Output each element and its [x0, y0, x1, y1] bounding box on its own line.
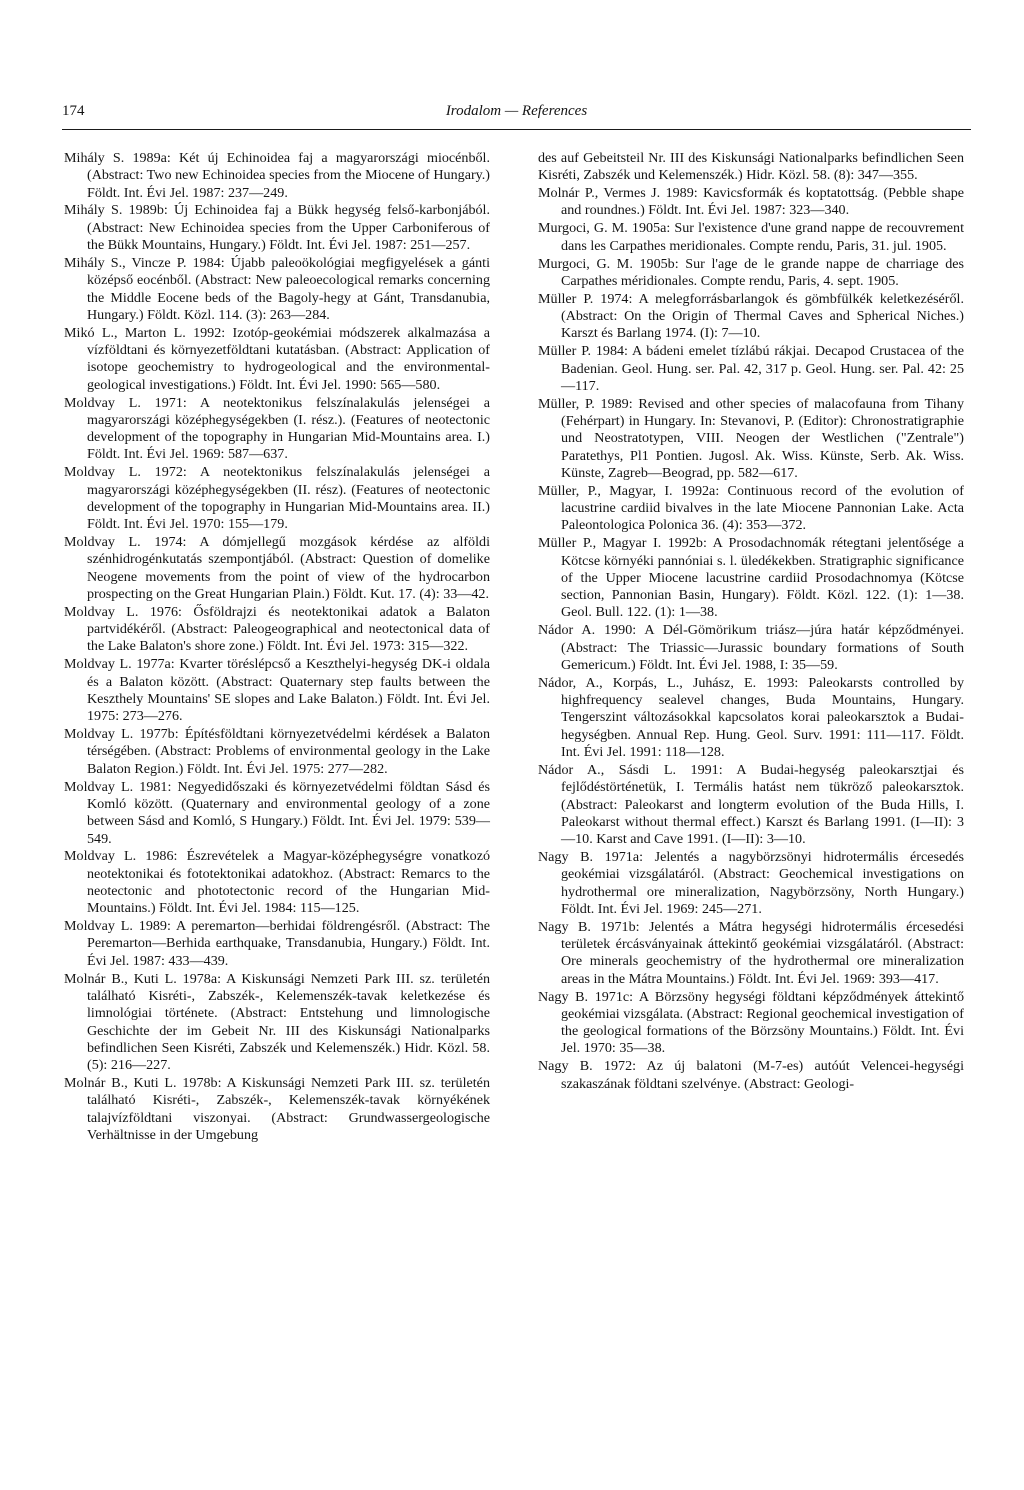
header-rule — [62, 129, 971, 130]
reference-entry: Molnár B., Kuti L. 1978b: A Kiskunsági Nemzeti Park III. sz. területén található Kisréti-, Zabszék-, Kelemenszék-tavak környékének talajvízföldtani viszonyai. (Abstract: Grundwassergeologische Verhältnisse in der Umgebung — [64, 1075, 490, 1143]
reference-entry: Molnár B., Kuti L. 1978a: A Kiskunsági Nemzeti Park III. sz. területén található Kisréti-, Zabszék-, Kelemenszék-tavak keletkezése és limnológiai története. (Abstract: Entstehung und limnologische Geschichte der im Gebeit Nr. III des Kiskunsági Nationalparks befindlichen Seen Kisréti, Zabszék und Kelemenszék.) Hidr. Közl. 58. (5): 216—227. — [64, 970, 490, 1074]
reference-entry: Mihály S. 1989a: Két új Echinoidea faj a magyarországi miocénből. (Abstract: Two new Echinoidea species from the Miocene of Hungary.) Földt. Int. Évi Jel. 1987: 237—249. — [64, 150, 490, 201]
reference-entry-continued: des auf Gebeitsteil Nr. III des Kiskunsági Nationalparks befindlichen Seen Kisréti, Zabszék und Kelemenszék.) Hidr. Közl. 58. (8): 347—355. — [538, 150, 964, 184]
running-title: Irodalom — References — [445, 103, 588, 119]
reference-entry: Moldvay L. 1976: Ősföldrajzi és neotektonikai adatok a Balaton partvidékéről. (Abstract: Paleogeographical and neotectonical data of the Lake Balaton's shore zone.) Földt. Int. Évi Jel. 1973: 315—322. — [64, 603, 490, 655]
reference-entry: Mihály S. 1989b: Új Echinoidea faj a Bükk hegység felső-karbonjából. (Abstract: New Echinoidea species from the Upper Carboniferous of the Bükk Mountains, Hungary.) Földt. Int. Évi Jel. 1987: 251—257. — [64, 202, 490, 254]
reference-entry: Müller P. 1974: A melegforrásbarlangok és gömbfülkék keletkezéséről. (Abstract: On the Origin of Thermal Caves and Spherical Niches.) Karszt és Barlang 1974. (I): 7—10. — [538, 290, 964, 342]
reference-entry: Müller, P. 1989: Revised and other species of malacofauna from Tihany (Fehérpart) in Hungary. In: Stevanovi, P. (Editor): Chronostratigraphie und Neostratotypen, VIII. Neogen der Westlichen ("Zentrale") Paratethys, Pl1 Pontien. Jugosl. Ak. Wiss. Künste, Serb. Ak. Wiss. Künste, Zagreb—Beograd, pp. 582—617. — [538, 395, 964, 481]
reference-entry: Nagy B. 1972: Az új balatoni (M-7-es) autóút Velencei-hegységi szakaszának földtani szelvénye. (Abstract: Geologi- — [538, 1058, 964, 1092]
reference-entry: Nádor A. 1990: A Dél-Gömörikum triász—júra határ képződményei. (Abstract: The Triassic—Jurassic boundary formations of South Gemericum.) Földt. Int. Évi Jel. 1988, I: 35—59. — [538, 622, 964, 673]
reference-entry: Müller P. 1984: A bádeni emelet tízlábú rákjai. Decapod Crustacea of the Badenian. Geol. Hung. ser. Pal. 42, 317 p. Geol. Hung. ser. Pal. 42: 25—117. — [538, 343, 964, 394]
reference-entry: Moldvay L. 1989: A peremarton—berhidai földrengésről. (Abstract: The Peremarton—Berhida earthquake, Transdanubia, Hungary.) Földt. Int. Évi Jel. 1987: 433—439. — [64, 918, 490, 969]
reference-entry: Nagy B. 1971c: A Börzsöny hegységi földtani képződmények áttekintő geokémiai vizsgálata. (Abstract: Regional geochemical investigation of the geological formations of the Börzsöny Mountains.) Földt. Int. Évi Jel. 1970: 35—38. — [538, 988, 964, 1057]
reference-entry: Moldvay L. 1986: Észrevételek a Magyar-középhegységre vonatkozó neotektonikai és fototektonikai adatokhoz. (Abstract: Remarcs to the neotectonic and phototectonic record of the Hungarian Mid-Mountains.) Földt. Int. Évi Jel. 1984: 115—125. — [64, 848, 490, 917]
reference-entry: Müller P., Magyar I. 1992b: A Prosodachnomák rétegtani jelentősége a Kötcse környéki pannóniai s. l. üledékekben. Stratigraphic significance of the Upper Miocene lacustrine cardiid Prosodachnomya (Kötcse section, Pannonian Basin, Hungary). Földt. Közl. 122. (1): 1—38. Geol. Bull. 122. (1): 1—38. — [538, 535, 964, 621]
right-column — [538, 150, 964, 1094]
page-number: 174 — [62, 103, 85, 119]
reference-entry: Nádor, A., Korpás, L., Juhász, E. 1993: Paleokarsts controlled by highfrequency sealevel changes, Buda Mountains, Hungary. Tengerszint változásokkal kapcsolatos korai paleokarsztok a Budai-hegységben. Annual Rep. Hung. Geol. Surv. 1991: 111—117. Földt. Int. Évi Jel. 1991: 118—128. — [538, 674, 964, 761]
reference-entry: Moldvay L. 1977b: Építésföldtani környezetvédelmi kérdések a Balaton térségében. (Abstract: Problems of environmental geology in the Lake Balaton Region.) Földt. Int. Évi Jel. 1975: 277—282. — [64, 726, 490, 777]
reference-entry: Molnár P., Vermes J. 1989: Kavicsformák és koptatottság. (Pebble shape and roundnes.) Földt. Int. Évi Jel. 1987: 323—340. — [538, 185, 964, 219]
reference-entry: Nádor A., Sásdi L. 1991: A Budai-hegység paleokarsztjai és fejlődéstörténetük, I. Termális hatást nem tükröző paleokarsztok. (Abstract: Paleokarst and longterm evolution of the Buda Hills, I. Paleokarst without thermal effect.) Karszt és Barlang 1991. (I—II): 3—10. Karst and Cave 1991. (I—II): 3—10. — [538, 761, 964, 848]
reference-entry: Müller, P., Magyar, I. 1992a: Continuous record of the evolution of lacustrine cardiid bivalves in the late Miocene Pannonian Lake. Acta Paleontologica Polonica 36. (4): 353—372. — [538, 482, 964, 534]
reference-entry: Mikó L., Marton L. 1992: Izotóp-geokémiai módszerek alkalmazása a vízföldtani és környezetföldtani kutatásban. (Abstract: Application of isotope geochemistry to hydrogeological and the environmental-geological investigations.) Földt. Int. Évi Jel. 1990: 565—580. — [64, 324, 490, 393]
reference-entry: Nagy B. 1971a: Jelentés a nagybörzsönyi hidrotermális ércesedés geokémiai vizsgálatáról. (Abstract: Geochemical investigations on hydrothermal ore mineralization, Nagybörzsöny, North Hungary.) Földt. Int. Évi Jel. 1969: 245—271. — [538, 849, 964, 917]
page-header — [62, 103, 971, 129]
reference-entry: Moldvay L. 1981: Negyedidőszaki és környezetvédelmi földtan Sásd és Komló között. (Quaternary and environmental geology of a zone between Sásd and Komló, S Hungary.) Földt. Int. Évi Jel. 1979: 539—549. — [64, 778, 490, 847]
reference-entry: Mihály S., Vincze P. 1984: Újabb paleoökológiai megfigyelések a gánti középső eocénből. (Abstract: New paleoecological remarks concerning the Middle Eocene beds of the Bagoly-hegy at Gánt, Transdanubia, Hungary.) Földt. Közl. 114. (3): 263—284. — [64, 254, 490, 323]
reference-entry: Moldvay L. 1974: A dómjellegű mozgások kérdése az alföldi szénhidrogénkutatás szempontjából. (Abstract: Question of domelike Neogene movements from the point of view of the hydrocarbon prospecting on the Great Hungarian Plain.) Földt. Kut. 17. (4): 33—42. — [64, 534, 490, 602]
reference-entry: Murgoci, G. M. 1905a: Sur l'existence d'une grand nappe de recouvrement dans les Carpathes meridionales. Compte rendu, Paris, 31. jul. 1905. — [538, 220, 964, 254]
left-column — [64, 150, 490, 1145]
reference-entry: Nagy B. 1971b: Jelentés a Mátra hegységi hidrotermális ércesedési területek ércásványainak áttekintő geokémiai vizsgálatáról. (Abstract: Ore minerals geochemistry of the hydrothermal ore mineralization areas in the Mátra Mountains.) Földt. Int. Évi Jel. 1969: 393—417. — [538, 918, 964, 987]
reference-entry: Moldvay L. 1977a: Kvarter töréslépcső a Keszthelyi-hegység DK-i oldala és a Balaton között. (Abstract: Quaternary step faults between the Keszthely Mountains' SE slopes and Lake Balaton.) Földt. Int. Évi Jel. 1975: 273—276. — [64, 656, 490, 725]
reference-entry: Murgoci, G. M. 1905b: Sur l'age de le grande nappe de charriage des Carpathes méridionales. Compte rendu, Paris, 4. sept. 1905. — [538, 255, 964, 289]
reference-entry: Moldvay L. 1972: A neotektonikus felszínalakulás jelenségei a magyarországi középhegységekben (II. rész). (Features of neotectonic development of the topography in Hungarian Mid-Mountains area. II.) Földt. Int. Évi Jel. 1970: 155—179. — [64, 464, 490, 533]
reference-entry: Moldvay L. 1971: A neotektonikus felszínalakulás jelenségei a magyarországi középhegységekben (I. rész.). (Features of neotectonic development of the topography in Hungarian Mid-Mountains area. I.) Földt. Int. Évi Jel. 1969: 587—637. — [64, 394, 490, 463]
